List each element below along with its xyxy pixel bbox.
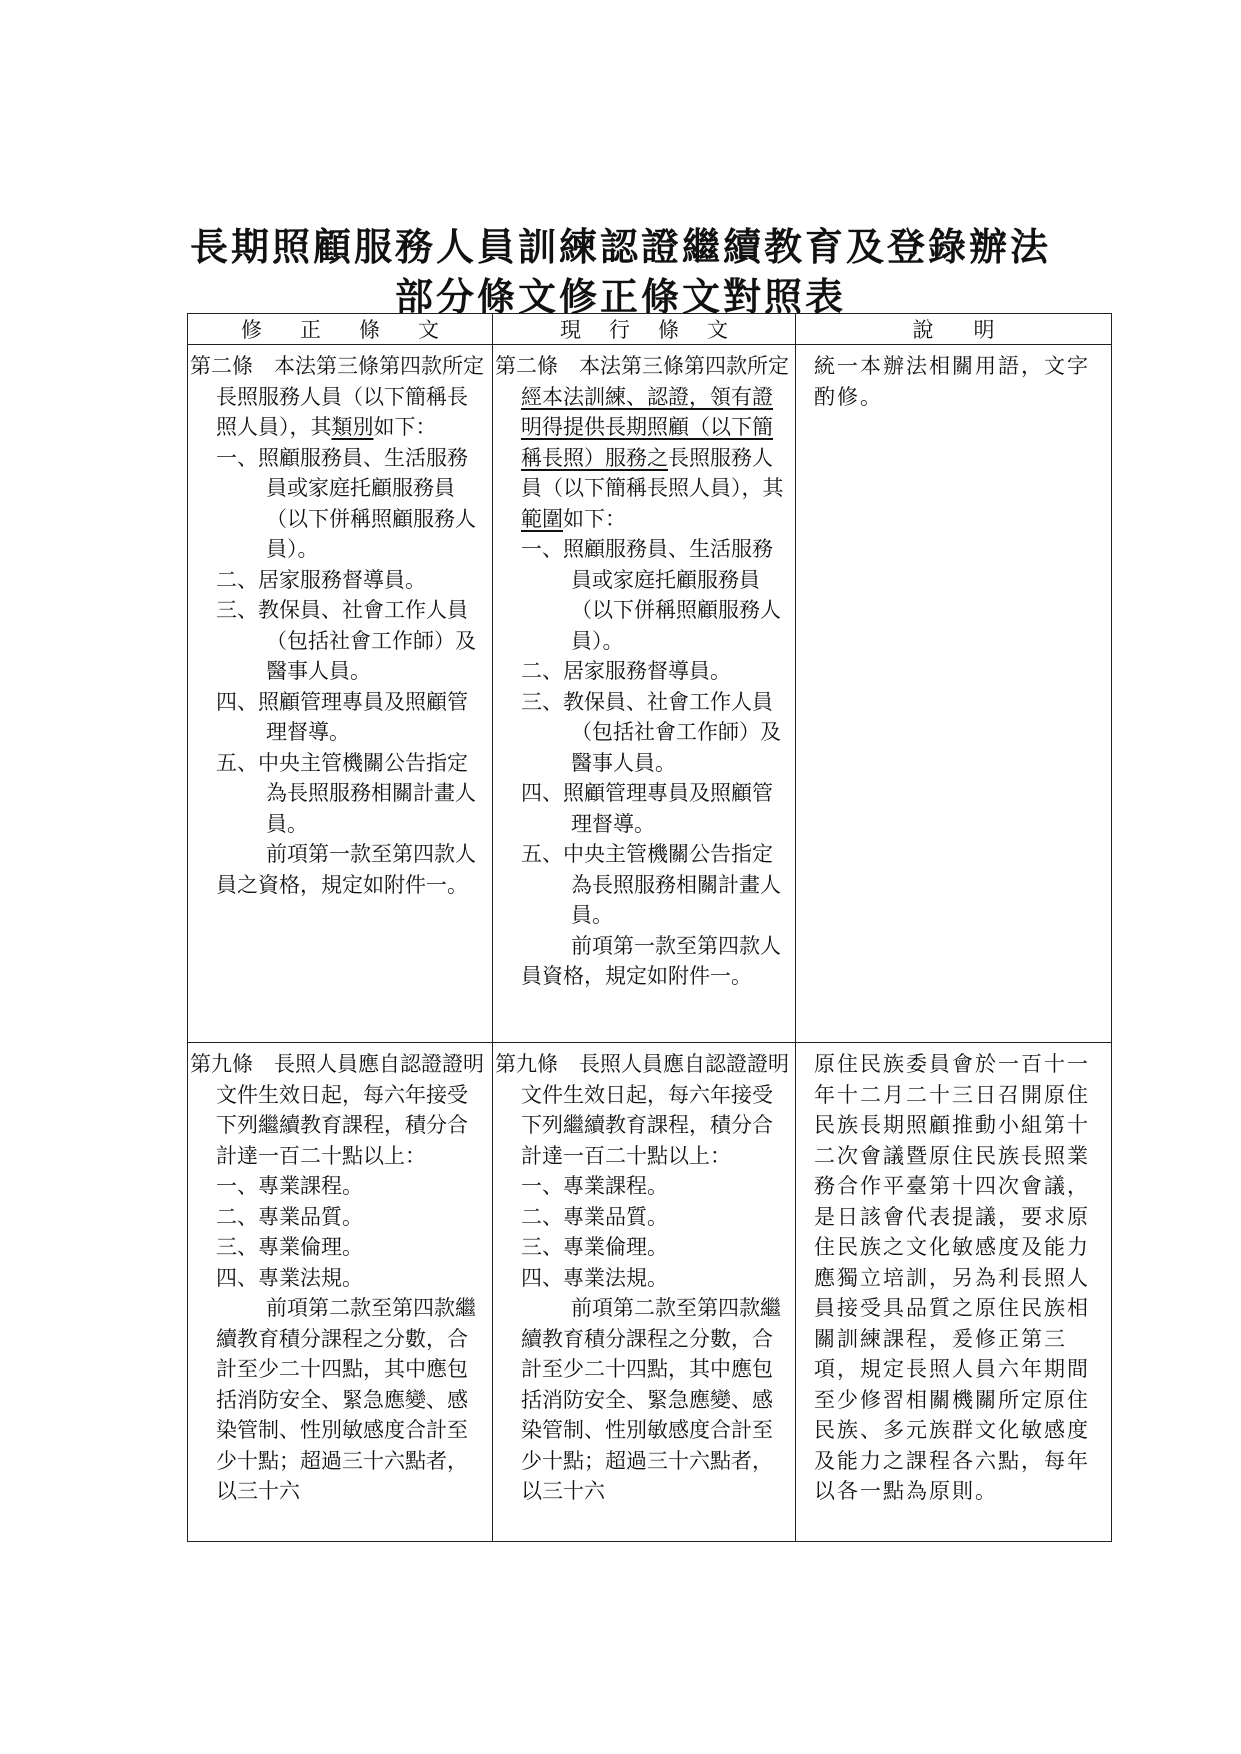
list-item: 三、教保員、社會工作人員（包括社會工作師）及醫事人員。 xyxy=(521,689,781,775)
header-explanation: 說明 xyxy=(796,314,1112,345)
list-item: 一、專業課程。 xyxy=(216,1174,363,1198)
list-item: 一、照顧服務員、生活服務員或家庭托顧服務員（以下併稱照顧服務人員）。 xyxy=(216,445,476,561)
underlined-change: 經本法訓練、認證，領有證明得提供長期照顧（以下簡稱長照）服務之 xyxy=(521,384,773,470)
list-item: 四、照顧管理專員及照顧管理督導。 xyxy=(216,689,468,744)
list-item: 四、專業法規。 xyxy=(521,1265,668,1290)
paragraph: 前項第一款至第四款人員資格，規定如附件一。 xyxy=(521,933,781,988)
explanation-article-9 xyxy=(796,1043,1112,1542)
list-item: 一、專業課程。 xyxy=(521,1174,668,1198)
list-item: 四、照顧管理專員及照顧管理督導。 xyxy=(521,781,773,836)
article-heading: 第九條 長照人員應自認證證明文件生效日起，每六年接受下列繼續教育課程，積分合計達一百二十點以上： xyxy=(495,1052,789,1168)
list-item: 三、專業倫理。 xyxy=(521,1235,668,1259)
article-heading: 第二條 本法第三條第四款所定長照服務人員（以下簡稱長照人員），其類別如下： xyxy=(190,354,484,439)
current-article-2 xyxy=(493,345,796,1043)
list-item: 三、專業倫理。 xyxy=(216,1235,363,1259)
amended-article-9 xyxy=(188,1043,493,1542)
current-article-9 xyxy=(493,1043,796,1542)
paragraph: 前項第二款至第四款繼續教育積分課程之分數，合計至少二十四點，其中應包括消防安全、緊急應變、感染管制、性別敏感度合計至少十點；超過三十六點者，以三十六 xyxy=(521,1296,781,1503)
header-current: 現行條文 xyxy=(493,314,796,345)
list-item: 一、照顧服務員、生活服務員或家庭托顧服務員（以下併稱照顧服務人員）。 xyxy=(521,537,781,653)
explanation-text: 原住民族委員會於一百十一年十二月二十三日召開原住民族長期照顧推動小組第十二次會議暨原住民族長照業務合作平臺第十四次會議，是日該會代表提議，要求原住民族之文化敏感度及能力應獨立培訓，另為利長照人員接受具品質之原住民族相關訓練課程，爰修正第三項，規定長照人員六年期間至少修習相關機關所定原住民族、多元族群文化敏感度及能力之課程各六點，每年以各一點為原則。 xyxy=(814,1052,1090,1503)
document-title-line2: 部分條文修正條文對照表 xyxy=(394,274,846,319)
list-item: 二、居家服務督導員。 xyxy=(216,567,426,592)
explanation-article-2 xyxy=(796,345,1112,1043)
header-row xyxy=(188,314,1112,345)
list-item: 五、中央主管機關公告指定為長照服務相關計畫人員。 xyxy=(521,842,781,927)
list-item: 三、教保員、社會工作人員（包括社會工作師）及醫事人員。 xyxy=(216,598,476,683)
header-amended: 修正條文 xyxy=(188,314,493,345)
list-item: 二、居家服務督導員。 xyxy=(521,659,731,683)
table-row xyxy=(188,345,1112,1043)
amended-article-2 xyxy=(188,345,493,1043)
explanation-text: 統一本辦法相關用語，文字酌修。 xyxy=(814,354,1090,409)
list-item: 二、專業品質。 xyxy=(521,1204,668,1229)
paragraph: 前項第二款至第四款繼續教育積分課程之分數，合計至少二十四點，其中應包括消防安全、緊急應變、感染管制、性別敏感度合計至少十點；超過三十六點者，以三十六 xyxy=(216,1296,476,1503)
article-heading: 第二條 本法第三條第四款所定經本法訓練、認證，領有證明得提供長期照顧（以下簡稱長照）服務之長照服務人員（以下簡稱長照人員），其範圍如下： xyxy=(495,354,789,531)
underlined-change: 範圍 xyxy=(521,506,563,531)
paragraph: 前項第一款至第四款人員之資格，規定如附件一。 xyxy=(216,842,476,897)
underlined-change: 類別 xyxy=(331,415,374,439)
table-row xyxy=(188,1043,1112,1542)
list-item: 四、專業法規。 xyxy=(216,1265,363,1290)
comparison-table xyxy=(187,313,1112,1542)
list-item: 五、中央主管機關公告指定為長照服務相關計畫人員。 xyxy=(216,750,476,836)
document-title-line1: 長期照顧服務人員訓練認證繼續教育及登錄辦法 xyxy=(189,224,1051,269)
article-heading: 第九條 長照人員應自認證證明文件生效日起，每六年接受下列繼續教育課程，積分合計達一百二十點以上： xyxy=(190,1052,484,1168)
list-item: 二、專業品質。 xyxy=(216,1204,363,1229)
